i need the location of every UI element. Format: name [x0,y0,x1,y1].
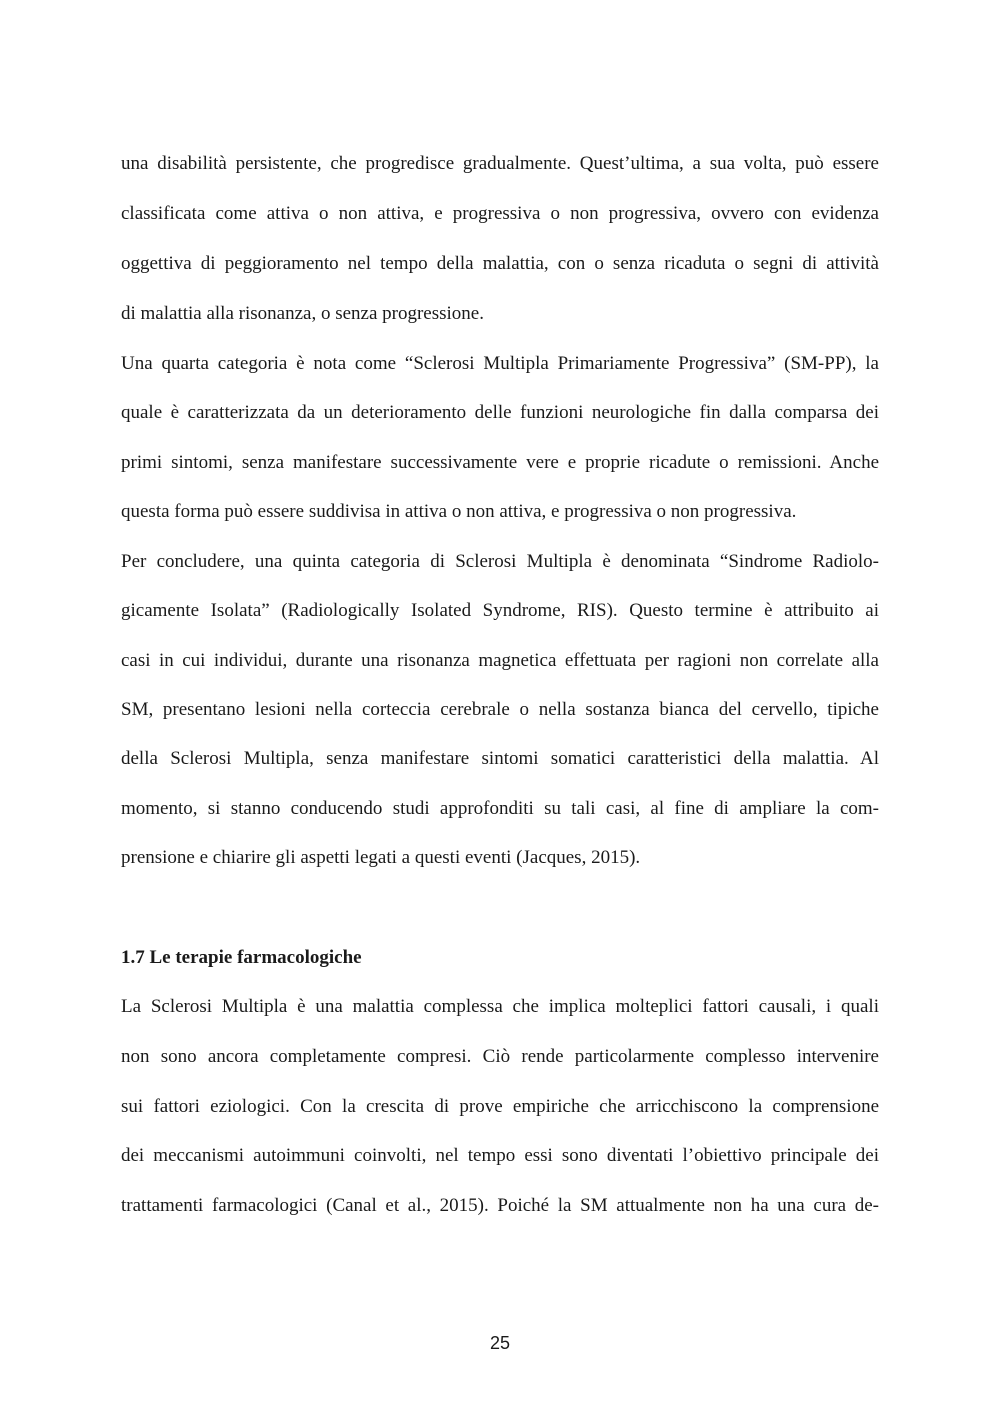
page-number: 25 [489,1333,511,1353]
text-line: sui fattori eziologici. Con la crescita di prove empiriche che arricchiscono la comprensione [121,1096,879,1117]
text-line: quale è caratterizzata da un deterioramento delle funzioni neurologiche fin dalla comparsa dei [121,402,879,423]
text-line: classificata come attiva o non attiva, e progressiva o non progressiva, ovvero con evidenza [121,203,879,224]
text-line: Una quarta categoria è nota come “Sclerosi Multipla Primariamente Progressiva” (SM-PP), la [121,353,879,374]
text-line: Per concludere, una quinta categoria di Sclerosi Multipla è denominata “Sindrome Radiolo- [121,551,879,572]
text-line: La Sclerosi Multipla è una malattia complessa che implica molteplici fattori causali, i quali [121,996,879,1017]
text-line: casi in cui individui, durante una risonanza magnetica effettuata per ragioni non correlate alla [121,650,879,671]
text-line: gicamente Isolata” (Radiologically Isolated Syndrome, RIS). Questo termine è attribuito ai [121,600,879,621]
text-line: non sono ancora completamente compresi. Ciò rende particolarmente complesso intervenire [121,1046,879,1067]
text-line: dei meccanismi autoimmuni coinvolti, nel tempo essi sono diventati l’obiettivo principale dei [121,1145,879,1166]
text-line: di malattia alla risonanza, o senza progressione. [121,303,484,324]
text-line: oggettiva di peggioramento nel tempo della malattia, con o senza ricaduta o segni di attività [121,253,879,274]
text-line: una disabilità persistente, che progredisce gradualmente. Quest’ultima, a sua volta, può essere [121,153,879,174]
text-line: primi sintomi, senza manifestare successivamente vere e proprie ricadute o remissioni. Anche [121,452,879,473]
text-line: questa forma può essere suddivisa in attiva o non attiva, e progressiva o non progressiva. [121,501,797,522]
text-line: della Sclerosi Multipla, senza manifestare sintomi somatici caratteristici della malattia. Al [121,748,879,769]
section-heading: 1.7 Le terapie farmacologiche [121,947,362,968]
text-line: trattamenti farmacologici (Canal et al., 2015). Poiché la SM attualmente non ha una cura de- [121,1195,879,1216]
text-line: momento, si stanno conducendo studi approfonditi su tali casi, al fine di ampliare la com- [121,798,879,819]
text-line: SM, presentano lesioni nella corteccia cerebrale o nella sostanza bianca del cervello, tipiche [121,699,879,720]
text-line: prensione e chiarire gli aspetti legati a questi eventi (Jacques, 2015). [121,847,641,868]
